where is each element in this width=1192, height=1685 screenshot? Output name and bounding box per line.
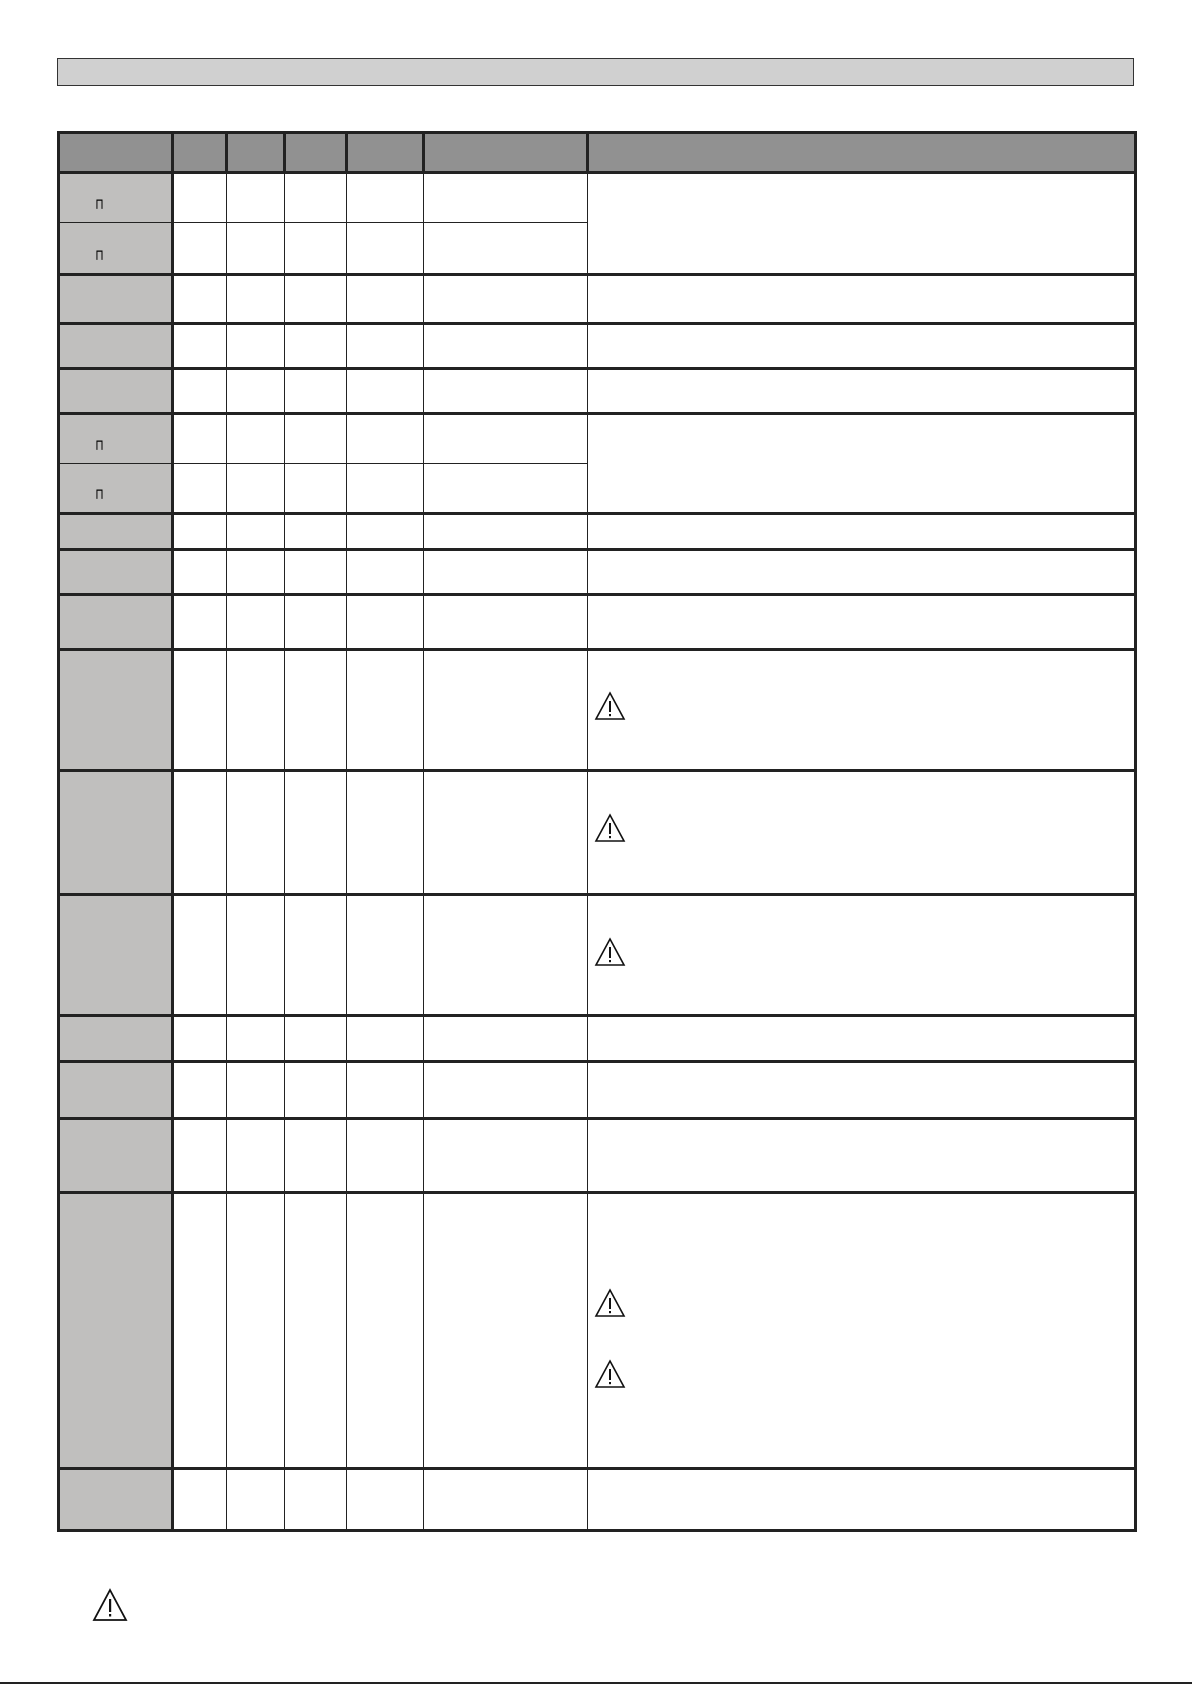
parameter-name-cell [59,894,173,1016]
header-col-2 [173,133,227,173]
table-row [59,550,1136,595]
table-row [59,771,1136,895]
header-col-4 [285,133,347,173]
description-cell [588,513,1136,549]
table-row [59,173,1136,223]
table-row [59,1193,1136,1468]
page-footer-rule [0,1682,1192,1684]
section-title-bar [57,58,1134,86]
parameter-name-cell [59,513,173,549]
table-row [59,1468,1136,1530]
table-row [59,414,1136,463]
table-row [59,369,1136,414]
table-row [59,649,1136,771]
description-cell [588,369,1136,414]
parameter-name-cell [59,323,173,368]
description-cell [588,1061,1136,1118]
description-cell [588,595,1136,649]
seven-segment-indicator-icon: ⊓ [95,195,104,214]
header-col-3 [227,133,285,173]
description-cell [588,323,1136,368]
parameter-name-cell [59,771,173,895]
header-col-5 [347,133,424,173]
description-cell [588,1468,1136,1530]
header-parameter [59,133,173,173]
description-cell [588,894,1136,1016]
parameter-name-cell [59,274,173,323]
table-row [59,595,1136,649]
table-row [59,274,1136,323]
parameter-name-cell [59,463,173,513]
warning-triangle-icon [594,1359,626,1389]
parameter-name-cell [59,1193,173,1468]
header-description [588,133,1136,173]
warning-triangle-icon [594,813,626,843]
warning-triangle-icon [594,1288,626,1318]
parameter-name-cell [59,223,173,274]
parameter-name-cell [59,173,173,223]
seven-segment-indicator-icon: ⊓ [95,245,104,264]
parameters-table [57,131,1137,1532]
parameter-name-cell [59,414,173,463]
warning-triangle-icon [594,691,626,721]
parameter-name-cell [59,1468,173,1530]
description-cell [588,274,1136,323]
table-row [59,1061,1136,1118]
parameter-name-cell [59,550,173,595]
parameter-name-cell [59,595,173,649]
warning-triangle-icon [92,1588,128,1622]
description-cell [588,649,1136,771]
table-row [59,323,1136,368]
description-cell [588,1193,1136,1468]
table-header-row [59,133,1136,173]
table-row [59,1016,1136,1061]
warning-triangle-icon [594,937,626,967]
description-cell [588,1118,1136,1192]
description-cell [588,771,1136,895]
table-row [59,894,1136,1016]
seven-segment-indicator-icon: ⊓ [95,435,104,454]
description-cell [588,550,1136,595]
description-cell [588,173,1136,275]
parameter-name-cell [59,1118,173,1192]
parameter-name-cell [59,1061,173,1118]
parameter-name-cell [59,369,173,414]
header-col-6 [424,133,588,173]
parameter-name-cell [59,649,173,771]
table-row [59,513,1136,549]
seven-segment-indicator-icon: ⊓ [95,484,104,503]
table-row [59,1118,1136,1192]
parameter-name-cell [59,1016,173,1061]
description-cell [588,414,1136,513]
description-cell [588,1016,1136,1061]
